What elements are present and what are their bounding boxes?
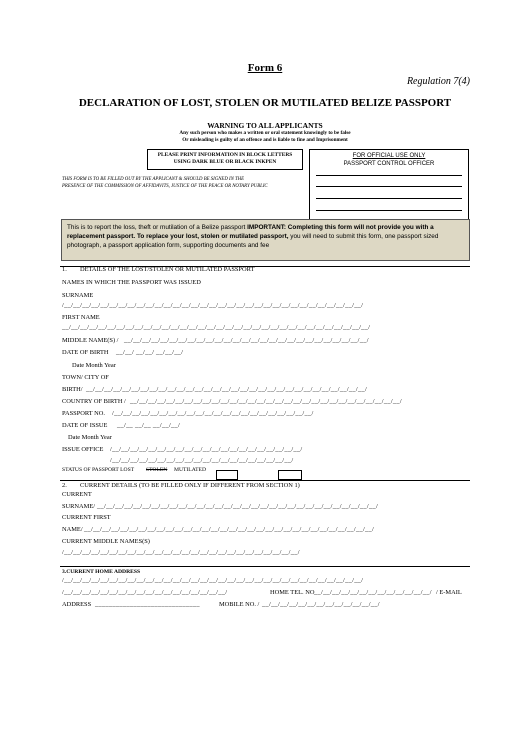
print-instruction-line-2: USING DARK BLUE OR BLACK INKPEN [173, 159, 277, 165]
passport-status-label: STATUS OF PASSPORT LOST [62, 467, 135, 473]
official-line [316, 175, 462, 176]
current-first-name-field[interactable]: __/__/__/__/__/__/__/__/__/__/__/__/__/__/__/__/__/__/__/__/__/__/__/__/__/__/__/__/__/__/__/__/ [84, 526, 375, 533]
date-of-birth-field[interactable]: __/__/ __/__/ __/__/__/ [116, 349, 184, 356]
current-name-label: NAME/ [62, 526, 83, 533]
warning-line-2: Or misleading is guilty of an offence and is liable to fine and Imprisonment [182, 137, 348, 143]
section-divider [60, 480, 470, 481]
email-address-label: ADDRESS [62, 601, 92, 608]
town-city-label: TOWN/ CITY OF [62, 374, 109, 381]
section-1-number: 1. [62, 266, 67, 273]
home-address-heading: 3.CURRENT HOME ADDRESS [62, 569, 141, 575]
status-stolen-option[interactable]: STOLEN [146, 467, 168, 473]
section-divider [60, 566, 470, 567]
surname-field[interactable]: /__/__/__/__/__/__/__/__/__/__/__/__/__/__/__/__/__/__/__/__/__/__/__/__/__/__/__/__/__/__/__/__/__/ [62, 302, 364, 309]
notice-text: This is to report the loss, theft or mutilation of a Belize passport [67, 224, 248, 231]
passport-number-field[interactable]: /__/__/__/__/__/__/__/__/__/__/__/__/__/__/__/__/__/__/__/__/__/__/ [112, 410, 314, 417]
names-issued-label: NAMES IN WHICH THE PASSPORT WAS ISSUED [62, 279, 201, 286]
middle-name-label: MIDDLE NAME(S) / [62, 337, 119, 344]
current-middle-names-field[interactable]: /__/__/__/__/__/__/__/__/__/__/__/__/__/__/__/__/__/__/__/__/__/__/__/__/__/__/ [62, 549, 300, 556]
email-address-field[interactable]: ______________________________ [95, 601, 200, 608]
surname-label: SURNAME [62, 292, 94, 299]
birth-label: BIRTH/ [62, 386, 83, 393]
print-instruction-line-1: PLEASE PRINT INFORMATION IN BLOCK LETTERS [157, 152, 293, 158]
date-of-issue-field[interactable]: __/__ __/__ __/__/__/ [117, 422, 181, 429]
issue-office-field-2[interactable]: /__/__/__/__/__/__/__/__/__/__/__/__/__/__/__/__/__/__/__/__/ [110, 457, 294, 464]
instruction-note-1: THIS FORM IS TO BE FILLED OUT BY THE APPLICANT & SHOULD BE SIGNED IN THE [62, 177, 245, 182]
home-tel-label: HOME TEL. NO [270, 589, 315, 596]
current-middle-names-label: CURRENT MIDDLE NAMES(S) [62, 538, 150, 545]
current-surname-label: SURNAME/ [62, 503, 96, 510]
section-2-heading: CURRENT DETAILS (TO BE FILLED ONLY IF DIFFERENT FROM SECTION 1) [80, 482, 300, 489]
current-label: CURRENT [62, 491, 92, 498]
country-of-birth-field[interactable]: __/__/__/__/__/__/__/__/__/__/__/__/__/__/__/__/__/__/__/__/__/__/__/__/__/__/__/__/__/__/ [130, 398, 402, 405]
section-2-number: 2. [62, 482, 67, 489]
status-checkbox[interactable] [216, 470, 238, 480]
important-notice-box [61, 219, 470, 261]
current-surname-field[interactable]: __/__/__/__/__/__/__/__/__/__/__/__/__/__/__/__/__/__/__/__/__/__/__/__/__/__/__/__/__/__/__/ [97, 503, 379, 510]
official-line [316, 198, 462, 199]
home-tel-field[interactable]: __/__/__/__/__/__/__/__/__/__/__/__/__/ [314, 589, 432, 596]
mobile-field[interactable]: __/__/__/__/__/__/__/__/__/__/__/__/__/ [262, 601, 380, 608]
issue-date-headers: Date Month Year [68, 434, 112, 441]
issue-office-field-1[interactable]: /__/__/__/__/__/__/__/__/__/__/__/__/__/__/__/__/__/__/__/__/__/ [110, 446, 303, 453]
official-use-title: FOR OFFICIAL USE ONLY [352, 153, 426, 159]
email-label: / E-MAIL [436, 589, 462, 596]
home-address-line-2[interactable]: /__/__/__/__/__/__/__/__/__/__/__/__/__/__/__/__/__/__/ [62, 589, 228, 596]
section-1-heading: DETAILS OF THE LOST/STOLEN OR MUTILATED PASSPORT [80, 266, 255, 273]
official-line [316, 186, 462, 187]
country-of-birth-label: COUNTRY OF BIRTH / [62, 398, 126, 405]
official-line [316, 210, 462, 211]
regulation-reference: Regulation 7(4) [406, 76, 470, 87]
date-of-issue-label: DATE OF ISSUE [62, 422, 108, 429]
date-of-birth-label: DATE OF BIRTH [62, 349, 109, 356]
passport-control-officer-label: PASSPORT CONTROL OFFICER [343, 161, 435, 167]
first-name-label: FIRST NAME [62, 314, 100, 321]
warning-title: WARNING TO ALL APPLICANTS [207, 121, 323, 130]
warning-line-1: Any such person who makes a written or oral statement knowingly to be false [179, 130, 351, 136]
first-name-field[interactable]: __/__/__/__/__/__/__/__/__/__/__/__/__/__/__/__/__/__/__/__/__/__/__/__/__/__/__/__/__/__/__/__/__/__/ [62, 324, 371, 331]
notice-text-2: you will need to submit this form, one passport sized photograph, a passport application form, supporting documents and fee [67, 233, 439, 249]
issue-office-label: ISSUE OFFICE [62, 446, 104, 453]
status-mutilated-option[interactable]: MUTILATED [174, 467, 207, 473]
passport-number-label: PASSPORT NO. [62, 410, 105, 417]
home-address-line-1[interactable]: /__/__/__/__/__/__/__/__/__/__/__/__/__/__/__/__/__/__/__/__/__/__/__/__/__/__/__/__/__/__/__/__/__/ [62, 577, 364, 584]
mobile-label: MOBILE NO. / [219, 601, 260, 608]
page-title: DECLARATION OF LOST, STOLEN OR MUTILATED BELIZE PASSPORT [78, 97, 452, 109]
print-instruction-box [147, 149, 303, 170]
form-number: Form 6 [247, 62, 283, 74]
notice-important: IMPORTANT: Completing this form will not provide you with a replacement passport. To replace your lost, stolen or mutilated passport, [67, 224, 434, 240]
current-first-label: CURRENT FIRST [62, 514, 111, 521]
middle-name-field[interactable]: __/__/__/__/__/__/__/__/__/__/__/__/__/__/__/__/__/__/__/__/__/__/__/__/__/__/__/ [124, 337, 369, 344]
dob-date-headers: Date Month Year [72, 362, 116, 369]
instruction-note-2: PRESENCE OF THE COMMISSION OF AFFIDAVITS, JUSTICE OF THE PEACE OR NOTARY PUBLIC [62, 184, 268, 189]
status-checkbox[interactable] [278, 470, 302, 480]
official-use-box [309, 149, 469, 223]
town-of-birth-field[interactable]: __/__/__/__/__/__/__/__/__/__/__/__/__/__/__/__/__/__/__/__/__/__/__/__/__/__/__/__/__/__/__/ [86, 386, 368, 393]
